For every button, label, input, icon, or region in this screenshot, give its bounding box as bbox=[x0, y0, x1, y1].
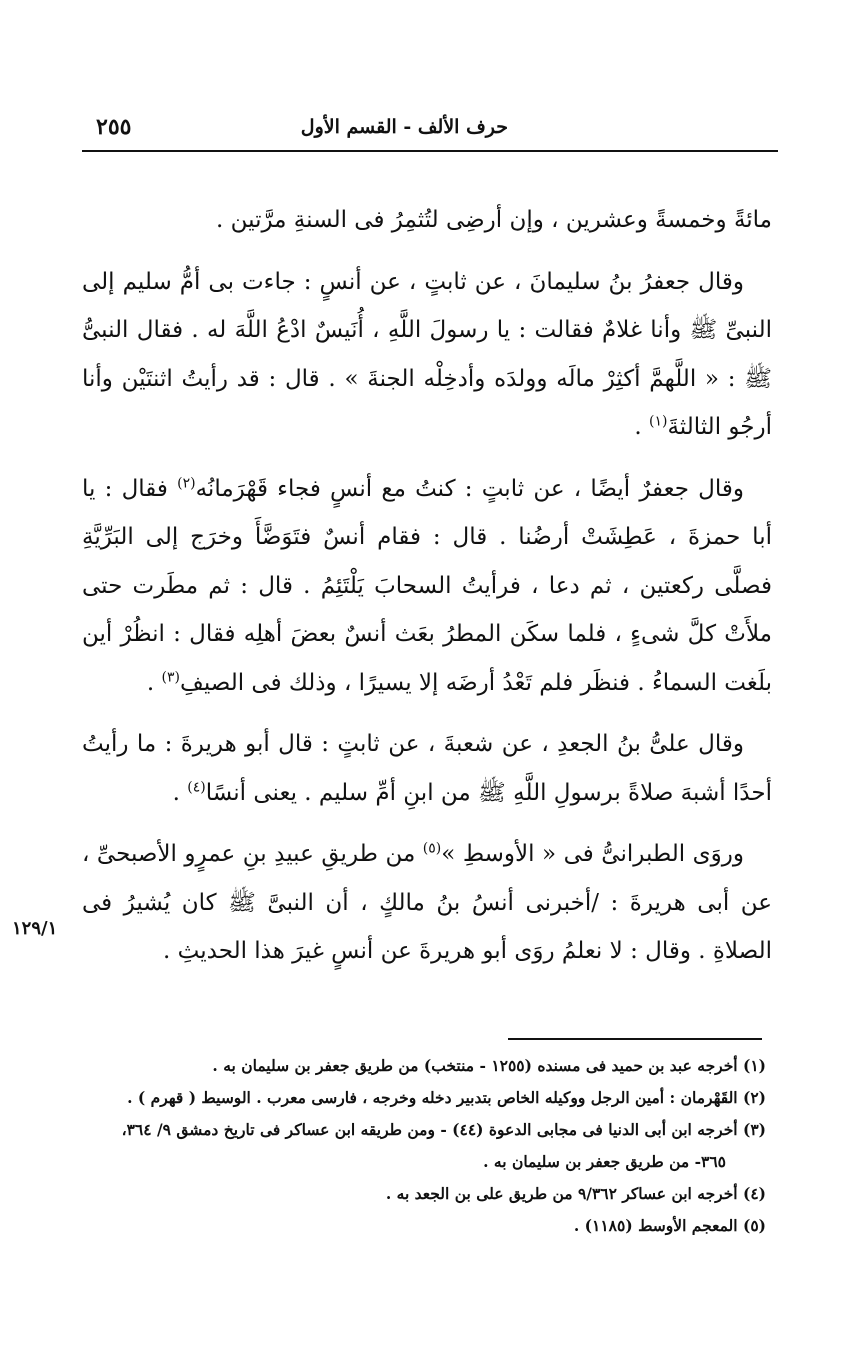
footnotes bbox=[82, 1050, 766, 1242]
paragraph-text: وروَى الطبرانىُّ فى « الأوسطِ » bbox=[441, 841, 744, 867]
main-text bbox=[82, 196, 772, 989]
paragraph-text: وقال جعفرُ بنُ سليمانَ ، عن ثابتٍ ، عن أنسٍ : جاءت بى أمُّ سليم إلى النبىِّ ﷺ وأنا غلامٌ فقالت : يا رسولَ اللَّهِ ، أُنَيسٌ ادْعُ اللَّهَ له . فقال النبىُّ ﷺ : « اللَّهمَّ أكثِرْ مالَه وولدَه وأدخِلْه الجنةَ » . قال : قد رأيتُ اثنتَيْن وأنا أرجُو الثالثةَ bbox=[82, 268, 772, 440]
paragraph-text: وقال جعفرٌ أيضًا ، عن ثابتٍ : كنتُ مع أنسٍ فجاء قَهْرَمانُه bbox=[195, 475, 744, 502]
chapter-title: حرف الألف - القسم الأول bbox=[300, 116, 508, 138]
paragraph-text: مائةً وخمسةً وعشرين ، وإن أرضِى لتُثمِرُ فى السنةِ مرَّتين . bbox=[216, 207, 772, 233]
running-header bbox=[80, 112, 788, 148]
footnote-separator bbox=[508, 1038, 762, 1040]
page-number: ٢٥٥ bbox=[96, 114, 132, 140]
footnote-3: (٣) أخرجه ابن أبى الدنيا فى مجابى الدعوة (٤٤) - ومن طريقه ابن عساكر فى تاريخ دمشق ٩/ ٣٦٤، bbox=[121, 1120, 766, 1139]
paragraph-5 bbox=[82, 830, 772, 976]
paragraph-2 bbox=[82, 258, 772, 452]
header-rule bbox=[82, 150, 778, 152]
footnote-ref-3: (٣) bbox=[161, 668, 181, 685]
paragraph-3 bbox=[82, 465, 772, 708]
footnote-ref-5: (٥) bbox=[422, 840, 442, 857]
manuscript-folio-note: ١٢٩/١ bbox=[12, 918, 58, 939]
paragraph-4 bbox=[82, 720, 772, 817]
footnote-ref-4: (٤) bbox=[187, 778, 206, 795]
paragraph-text: وقال علىُّ بنُ الجعدِ ، عن شعبةَ ، عن ثابتٍ : قال أبو هريرةَ : ما رأيتُ أحدًا أشبهَ صلاةً برسولِ اللَّهِ ﷺ من ابنِ أمِّ سليم . يعنى أنسًا bbox=[82, 731, 772, 806]
footnote-2: (٢) القَهْرمان : أمين الرجل ووكيله الخاص بتدبير دخله وخرجه ، فارسى معرب . الوسيط ( قهرم ) . bbox=[127, 1088, 766, 1107]
paragraph-text: فقال : يا أبا حمزةَ ، عَطِشَتْ أرضُنا . قال : فقام أنسٌ فتَوَضَّأَ وخرَج إلى البَرِّيَّةِ فصلَّى ركعتين ، ثم دعا ، فرأيتُ السحابَ يَلْتَئِمُ . قال : ثم مطَرت حتى ملأَتْ كلَّ شىءٍ ، فلما سكَن المطرُ بعَث أنسٌ بعضَ أهلِه فقال : انظُرْ أين بلَغت السماءُ . فنظَر فلم تَعْدُ أرضَه إلا يسيرًا ، وذلك فى الصيفِ bbox=[82, 475, 772, 696]
footnote-1: (١) أخرجه عبد بن حميد فى مسنده (١٢٥٥ - منتخب) من طريق جعفر بن سليمان به . bbox=[212, 1056, 766, 1075]
paragraph-tail: . bbox=[172, 779, 188, 806]
paragraph-tail: . bbox=[634, 414, 649, 440]
footnote-4: (٤) أخرجه ابن عساكر ٩/٣٦٢ من طريق على بن الجعد به . bbox=[385, 1184, 766, 1203]
footnote-ref-2: (٢) bbox=[177, 474, 196, 491]
footnote-5: (٥) المعجم الأوسط (١١٨٥) . bbox=[573, 1216, 766, 1235]
footnote-ref-1: (١) bbox=[648, 413, 668, 430]
paragraph-1 bbox=[82, 196, 772, 245]
paragraph-text: من طريقِ عبيدِ بنِ عمرٍو الأصبحىِّ ، عن أبى هريرةَ : /أخبرنى أنسُ بنُ مالكٍ ، أن النبىَّ ﷺ كان يُشيرُ فى الصلاةِ . وقال : لا نعلمُ روَى أبو هريرةَ عن أنسٍ غيرَ هذا الحديثِ . bbox=[82, 841, 772, 964]
paragraph-tail: . bbox=[146, 669, 162, 696]
footnote-3-continued: ٣٦٥- من طريق جعفر بن سليمان به . bbox=[483, 1152, 726, 1171]
